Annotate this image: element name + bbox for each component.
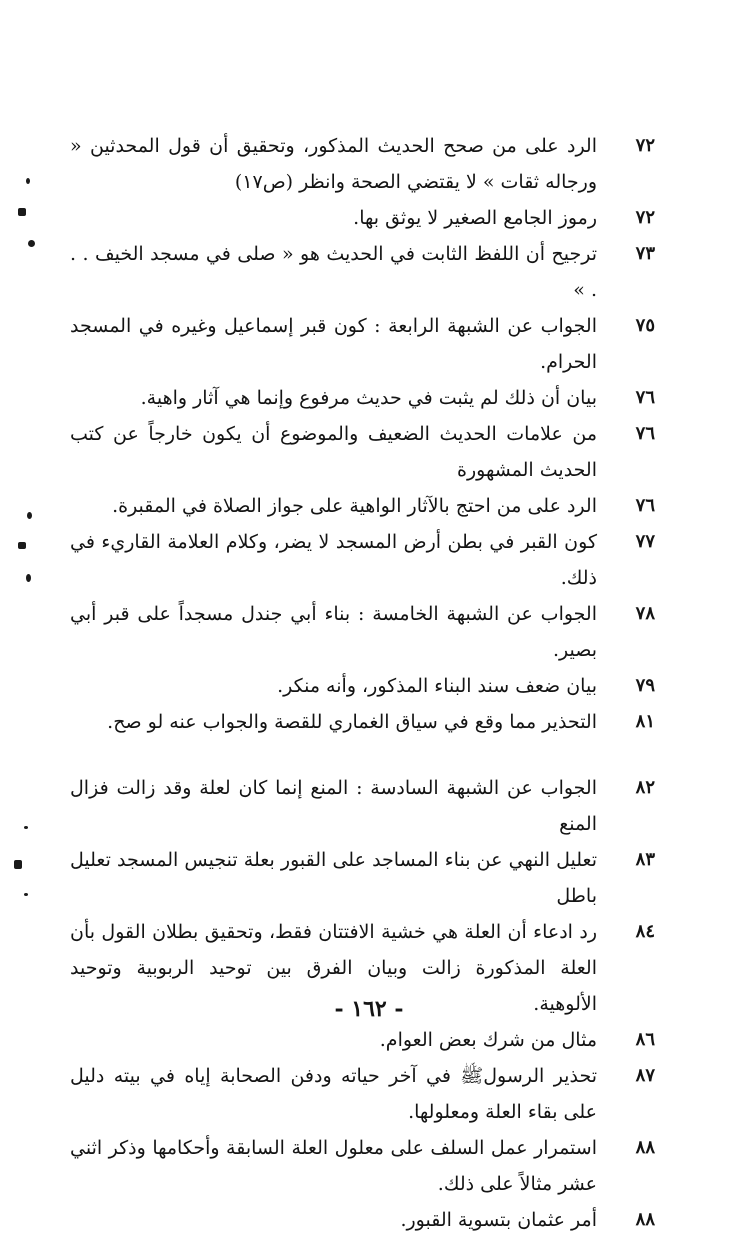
table-of-contents (70, 128, 655, 1238)
entry-page-number: ٨١ (635, 711, 655, 732)
entry-text: الجواب عن الشبهة السادسة : المنع إنما كان لعلة وقد زالت فزال المنع (70, 777, 597, 835)
list-item (70, 596, 655, 668)
list-item (70, 416, 655, 488)
entry-page-number: ٧٨ (635, 603, 655, 624)
entry-text: من علامات الحديث الضعيف والموضوع أن يكون خارجاً عن كتب الحديث المشهورة (70, 423, 597, 481)
entry-page-number: ٧٣ (635, 243, 655, 264)
list-item (70, 488, 655, 524)
list-item (70, 770, 655, 842)
entry-page-number: ٨٣ (635, 849, 655, 870)
list-item (70, 842, 655, 914)
scan-speck (27, 512, 32, 519)
entry-text: كون القبر في بطن أرض المسجد لا يضر، وكلام العلامة القاريء في ذلك. (70, 531, 598, 589)
entry-page-number: ٨٨ (635, 1209, 655, 1230)
list-item (70, 1022, 655, 1058)
list-item (70, 380, 655, 416)
list-item (70, 1202, 655, 1238)
scan-speck (14, 860, 22, 869)
entry-page-number: ٨٧ (635, 1065, 655, 1086)
entry-page-number: ٧٩ (635, 675, 655, 696)
entry-page-number: ٨٦ (635, 1029, 655, 1050)
entry-text: رموز الجامع الصغير لا يوثق بها. (353, 207, 597, 229)
entry-text: ترجيح أن اللفظ الثابت في الحديث هو « صلى في مسجد الخيف . . . » (70, 243, 597, 301)
list-item (70, 704, 655, 740)
entry-text: رد ادعاء أن العلة هي خشية الافتتان فقط، وتحقيق بطلان القول بأن العلة المذكورة زالت وبيان الفرق بين توحيد الربوبية وتوحيد الألوهية. (70, 921, 597, 1015)
entry-text: تحذير الرسولﷺ في آخر حياته ودفن الصحابة إياه في بيته دليل على بقاء العلة ومعلولها. (70, 1065, 597, 1123)
entry-page-number: ٧٦ (635, 387, 655, 408)
entry-page-number: ٧٥ (635, 315, 655, 336)
list-item (70, 308, 655, 380)
page-number: - ١٦٢ - (334, 996, 404, 1022)
entry-text: الرد على من صحح الحديث المذكور، وتحقيق أن قول المحدثين « ورجاله ثقات » لا يقتضي الصحة وانظر (ص١٧) (70, 135, 597, 193)
entry-text: التحذير مما وقع في سياق الغماري للقصة والجواب عنه لو صح. (107, 711, 597, 733)
entry-page-number: ٧٢ (635, 135, 655, 156)
entry-page-number: ٨٢ (635, 777, 655, 798)
entry-text: الجواب عن الشبهة الرابعة : كون قبر إسماعيل وغيره في المسجد الحرام. (70, 315, 597, 373)
entry-page-number: ٧٧ (635, 531, 655, 552)
list-item (70, 668, 655, 704)
entry-page-number: ٨٨ (635, 1137, 655, 1158)
entry-page-number: ٨٤ (635, 921, 655, 942)
entry-text: استمرار عمل السلف على معلول العلة السابقة وأحكامها وذكر اثني عشر مثالاً على ذلك. (70, 1137, 597, 1195)
scan-speck (26, 574, 31, 582)
list-item (70, 524, 655, 596)
list-item (70, 128, 655, 200)
list-item (70, 1058, 655, 1130)
list-item (70, 236, 655, 308)
entry-page-number: ٧٦ (635, 423, 655, 444)
scan-speck (18, 208, 26, 216)
entry-text: تعليل النهي عن بناء المساجد على القبور بعلة تنجيس المسجد تعليل باطل (70, 849, 597, 907)
scan-speck (24, 893, 28, 896)
scan-speck (18, 542, 26, 549)
entry-text: الجواب عن الشبهة الخامسة : بناء أبي جندل مسجداً على قبر أبي بصير. (70, 603, 597, 661)
entry-page-number: ٧٢ (635, 207, 655, 228)
entry-text: بيان أن ذلك لم يثبت في حديث مرفوع وإنما هي آثار واهية. (140, 387, 597, 409)
entry-text: مثال من شرك بعض العوام. (379, 1029, 597, 1051)
entry-text: بيان ضعف سند البناء المذكور، وأنه منكر. (277, 675, 597, 697)
entry-page-number: ٧٦ (635, 495, 655, 516)
list-item (70, 200, 655, 236)
scan-speck (28, 240, 35, 247)
scan-speck (26, 178, 30, 184)
entry-text: الرد على من احتج بالآثار الواهية على جواز الصلاة في المقبرة. (112, 495, 597, 517)
entry-text: أمر عثمان بتسوية القبور. (400, 1209, 597, 1231)
list-item (70, 1130, 655, 1202)
scan-speck (24, 826, 28, 829)
